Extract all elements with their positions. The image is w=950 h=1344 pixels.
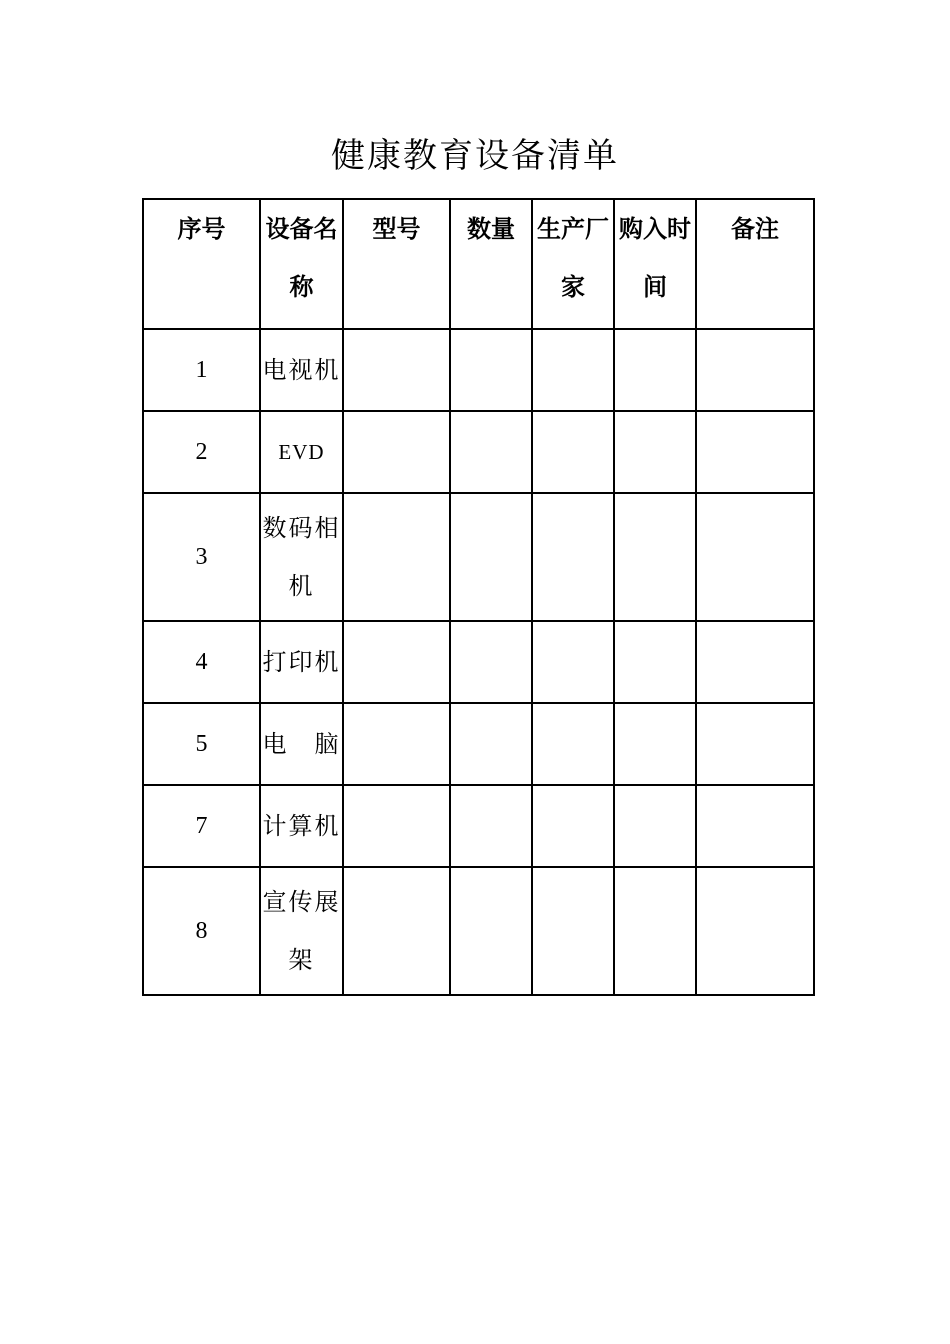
row-number: 4 <box>143 621 260 703</box>
remarks-cell <box>696 703 814 785</box>
remarks-cell <box>696 329 814 411</box>
document-title: 健康教育设备清单 <box>331 136 619 176</box>
header-row <box>143 199 814 329</box>
manufacturer-cell <box>532 703 614 785</box>
row-number: 7 <box>143 785 260 867</box>
model-cell <box>343 703 450 785</box>
header-cell-purchase-date: 购入时 间 <box>614 199 696 329</box>
model-cell <box>343 785 450 867</box>
purchase-date-cell <box>614 411 696 493</box>
manufacturer-cell <box>532 867 614 995</box>
equipment-name: 电视机 <box>260 329 343 411</box>
purchase-date-cell <box>614 621 696 703</box>
model-cell <box>343 867 450 995</box>
purchase-date-cell <box>614 329 696 411</box>
quantity-cell <box>450 411 532 493</box>
table-row <box>143 621 814 703</box>
equipment-name: 宣传展 架 <box>260 867 343 995</box>
equipment-name: 打印机 <box>260 621 343 703</box>
remarks-cell <box>696 493 814 621</box>
quantity-cell <box>450 329 532 411</box>
table-row <box>143 703 814 785</box>
purchase-date-cell <box>614 867 696 995</box>
quantity-cell <box>450 493 532 621</box>
quantity-cell <box>450 621 532 703</box>
remarks-cell <box>696 621 814 703</box>
quantity-cell <box>450 867 532 995</box>
row-number: 8 <box>143 867 260 995</box>
remarks-cell <box>696 867 814 995</box>
table-row <box>143 785 814 867</box>
purchase-date-cell <box>614 493 696 621</box>
purchase-date-cell <box>614 703 696 785</box>
equipment-name: 数码相 机 <box>260 493 343 621</box>
manufacturer-cell <box>532 411 614 493</box>
equipment-table <box>142 198 815 996</box>
manufacturer-cell <box>532 493 614 621</box>
header-cell-model: 型号 <box>343 199 450 329</box>
table-row <box>143 329 814 411</box>
manufacturer-cell <box>532 785 614 867</box>
model-cell <box>343 621 450 703</box>
header-cell-name: 设备名 称 <box>260 199 343 329</box>
table-row <box>143 493 814 621</box>
table-row <box>143 867 814 995</box>
row-number: 1 <box>143 329 260 411</box>
quantity-cell <box>450 703 532 785</box>
header-cell-no: 序号 <box>143 199 260 329</box>
remarks-cell <box>696 411 814 493</box>
table-row <box>143 411 814 493</box>
purchase-date-cell <box>614 785 696 867</box>
model-cell <box>343 329 450 411</box>
quantity-cell <box>450 785 532 867</box>
manufacturer-cell <box>532 329 614 411</box>
header-cell-manufacturer: 生产厂 家 <box>532 199 614 329</box>
row-number: 3 <box>143 493 260 621</box>
model-cell <box>343 411 450 493</box>
manufacturer-cell <box>532 621 614 703</box>
equipment-name: 计算机 <box>260 785 343 867</box>
header-cell-remarks: 备注 <box>696 199 814 329</box>
equipment-name: 电 脑 <box>260 703 343 785</box>
model-cell <box>343 493 450 621</box>
row-number: 5 <box>143 703 260 785</box>
remarks-cell <box>696 785 814 867</box>
row-number: 2 <box>143 411 260 493</box>
header-cell-quantity: 数量 <box>450 199 532 329</box>
equipment-name: EVD <box>260 411 343 493</box>
